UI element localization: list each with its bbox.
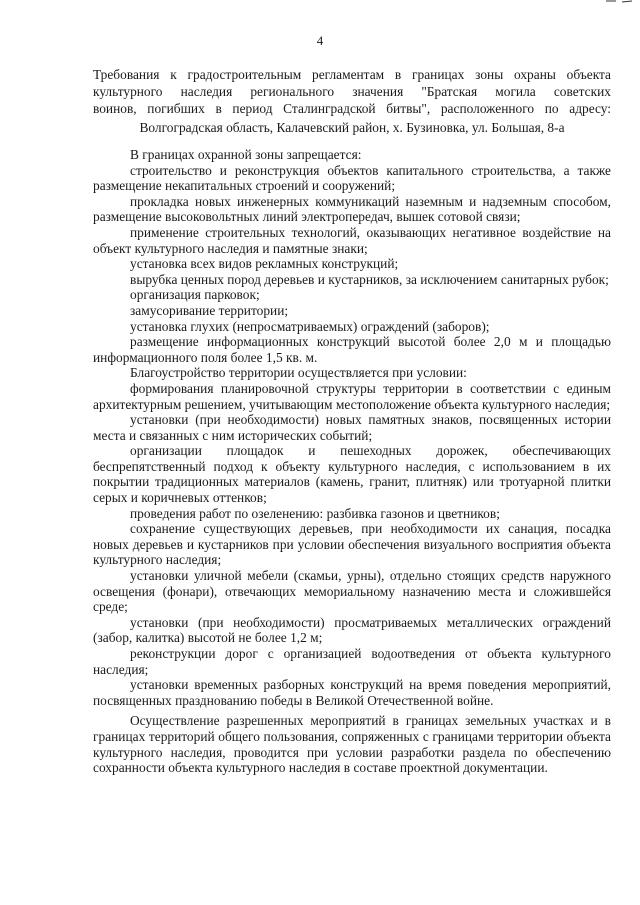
paragraph: строительство и реконструкция объектов капитального строительства, а также размещение некапитальных строений и сооружений; <box>93 162 611 194</box>
heading-address: Волгоградская область, Калачевский район, х. Бузиновка, ул. Большая, 8-а <box>139 120 565 135</box>
heading-line: воинов, погибших в период Сталинградской битвы", расположенного по адресу: <box>93 101 611 116</box>
paragraph: проведения работ по озеленению: разбивка газонов и цветников; <box>130 505 500 521</box>
paragraph: установки (при необходимости) просматриваемых металлических ограждений (забор, калитка) высотой не более 1,2 м; <box>93 614 611 646</box>
paragraph: организация парковок; <box>130 287 260 303</box>
heading-line: культурного наследия регионального значения "Братская могила советских <box>93 84 611 99</box>
paragraph: замусоривание территории; <box>130 302 289 318</box>
paragraph: установки временных разборных конструкций на время поведения мероприятий, посвященных празднованию победы в Великой Отечественной войне. <box>93 677 611 708</box>
paragraph: размещение информационных конструкций высотой более 2,0 м и площадью информационного поля более 1,5 кв. м. <box>93 334 611 365</box>
improvement-intro: Благоустройство территории осуществляется при условии: <box>130 365 467 381</box>
paragraph: вырубка ценных пород деревьев и кустарников, за исключением санитарных рубок; <box>130 271 609 287</box>
page-number: 4 <box>316 33 324 48</box>
paragraph: сохранение существующих деревьев, при необходимости их санация, посадка новых деревьев и кустарников при условии обеспечения визуального восприятия объекта культурного наследия; <box>93 521 611 568</box>
heading-line: Требования к градостроительным регламентам в границах зоны охраны объекта <box>93 67 611 82</box>
closing-paragraph: Осуществление разрешенных мероприятий в границах земельных участках и в границах территорий общего пользования, сопряженных с границами территории объекта культурного наследия, проводится при условии разработки раздела по обеспечению сохранности объекта культурного наследия в составе проектной документации. <box>93 713 611 776</box>
paragraph: прокладка новых инженерных коммуникаций наземным и надземным способом, размещение высоковольтных линий электропередач, вышек сотовой связи; <box>93 193 611 225</box>
paragraph: организации площадок и пешеходных дорожек, обеспечивающих беспрепятственный подход к объекту культурного наследия, с использованием в их покрытии традиционных материалов (камень, гранит, плитняк) или тротуарной плитки серых и коричневых оттенков; <box>93 443 611 506</box>
paragraph: установки (при необходимости) новых памятных знаков, посвященных истории места и связанных с ним исторических событий; <box>93 412 611 443</box>
paragraph: формирования планировочной структуры территории в соответствии с единым архитектурным решением, учитывающим местоположение объекта культурного наследия; <box>93 380 611 412</box>
document-body <box>93 147 611 776</box>
paragraph: установка всех видов рекламных конструкций; <box>130 256 399 272</box>
scan-edge-mark <box>604 0 634 3</box>
paragraph: применение строительных технологий, оказывающих негативное воздействие на объект культурного наследия и памятные знаки; <box>93 224 611 256</box>
document-heading <box>93 66 611 136</box>
restrictions-intro: В границах охранной зоны запрещается: <box>130 147 362 162</box>
paragraph: установки уличной мебели (скамьи, урны), отдельно стоящих средств наружного освещения (фонари), отвечающих мемориальному назначению места и сложившейся среде; <box>93 568 611 615</box>
paragraph: реконструкции дорог с организацией водоотведения от объекта культурного наследия; <box>93 646 611 677</box>
paragraph: установка глухих (непросматриваемых) ограждений (заборов); <box>130 318 490 334</box>
